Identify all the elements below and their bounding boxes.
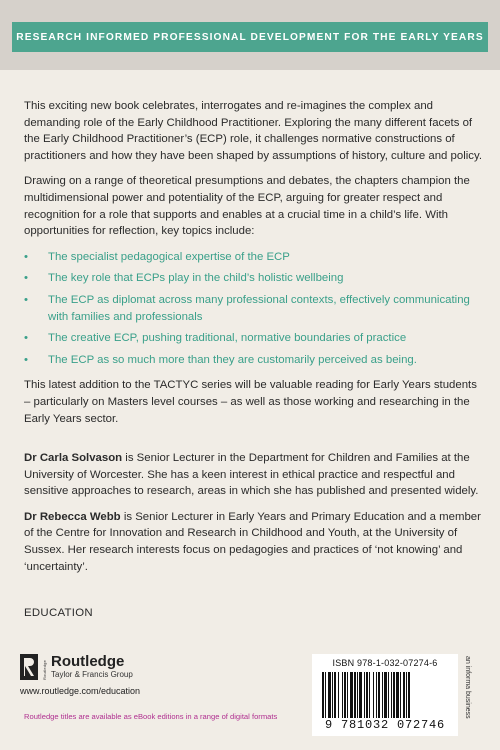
author-bio-text: is Senior Lecturer in the Department for Children and Families at the University of Worcester. She has a keen interest in ethical practice and respectful and sensitive approaches to research, areas in which she has published and presented widely. <box>24 452 479 498</box>
list-item: • The ECP as diplomat across many professional contexts, effectively communicating with families and professionals <box>24 293 470 323</box>
logo-side-text: Routledge <box>42 659 47 680</box>
author-bio <box>24 509 484 575</box>
author-name: Dr Carla Solvason <box>24 452 123 464</box>
routledge-logo-icon <box>20 654 38 680</box>
author-name: Dr Rebecca Webb <box>24 510 121 523</box>
list-item: • The key role that ECPs play in the child’s holistic wellbeing <box>24 270 484 287</box>
informa-tagline: an informa business <box>464 656 471 719</box>
description <box>24 98 484 436</box>
publisher-url[interactable]: www.routledge.com/education <box>20 686 141 696</box>
barcode-panel <box>312 654 458 736</box>
series-title: RESEARCH INFORMED PROFESSIONAL DEVELOPMENT FOR THE EARLY YEARS <box>12 22 488 52</box>
barcode-icon <box>322 672 448 718</box>
publisher-group: Taylor & Francis Group <box>51 670 133 679</box>
isbn-label: ISBN 978-1-032-07274-6 <box>332 658 438 668</box>
closing-paragraph: This latest addition to the TACTYC series will be valuable reading for Early Years students – particularly on Masters level courses – as well as those working and researching in the Early Years sector. <box>24 379 477 425</box>
key-topics-list <box>24 249 484 369</box>
author-bio-text: is Senior Lecturer in Early Years and Primary Education and a member of the Centre for Innovation and Research in Childhood and Youth, at the University of Sussex. Her research interests focus on pedagogies and practices of ‘not knowing’ and ‘uncertainty’. <box>24 510 481 573</box>
intro-paragraph: This exciting new book celebrates, interrogates and re-imagines the complex and demanding role of the Early Childhood Practitioner. Exploring the many different facets of the Early Childhood Practitioner’s (ECP) role, it challenges normative constructions of practitioners and how they have been shaped by assumptions of history, culture and policy. <box>24 100 482 162</box>
list-item: • The specialist pedagogical expertise of the ECP <box>24 249 484 266</box>
publisher-block <box>20 654 140 696</box>
barcode-digits: 9 781032 072746 <box>324 718 446 732</box>
ebook-note: Routledge titles are available as eBook editions in a range of digital formats <box>24 712 278 721</box>
topics-intro-paragraph: Drawing on a range of theoretical presumptions and debates, the chapters champion the multidimensional power and potentiality of the ECP, arguing for greater respect and recognition for a role that supports and enables at a crucial time in a child’s life. With opportunities for reflection, key topics include: <box>24 175 470 238</box>
bullet-icon: • <box>24 353 28 366</box>
publisher-name: Routledge <box>51 653 125 670</box>
bullet-icon: • <box>24 272 28 285</box>
author-bio <box>24 450 484 500</box>
author-bios <box>24 450 484 584</box>
bullet-icon: • <box>24 250 28 263</box>
bullet-icon: • <box>24 332 28 345</box>
list-item: • The ECP as so much more than they are customarily perceived as being. <box>24 352 484 369</box>
bullet-icon: • <box>24 293 28 306</box>
list-item: • The creative ECP, pushing traditional, normative boundaries of practice <box>24 330 484 347</box>
header-band <box>0 0 500 70</box>
subject-category: EDUCATION <box>24 607 93 619</box>
